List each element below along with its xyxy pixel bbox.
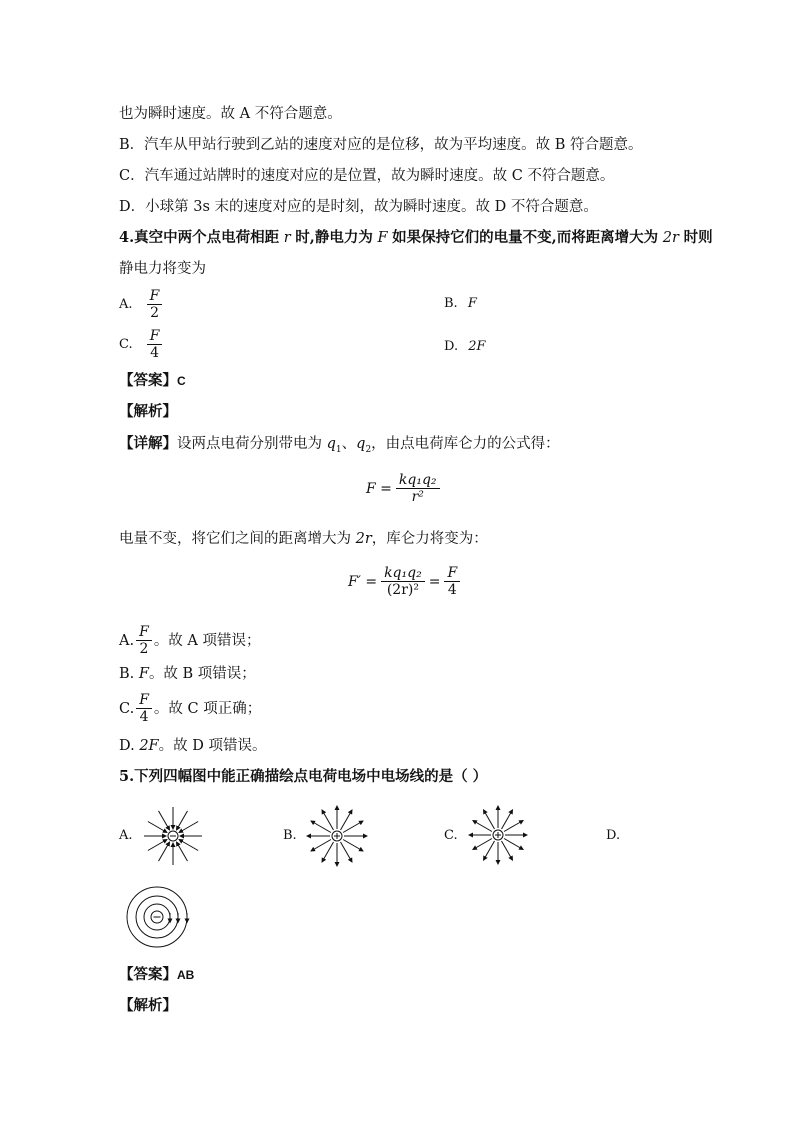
field-line-arrow	[148, 822, 167, 833]
q4-detail-q1-sub: 1	[335, 444, 342, 455]
q4-option-d	[444, 337, 486, 357]
equation-coulomb	[366, 472, 440, 505]
eq1-lhs: F =	[366, 480, 392, 497]
q4-solution-c-text: 。故 C 项正确；	[153, 700, 262, 717]
eq1-fraction	[396, 472, 440, 505]
q5-answer	[119, 965, 194, 985]
equation-new-force	[348, 565, 460, 598]
eq2-lhs: F′ =	[348, 573, 378, 590]
q4-option-a-label: A.	[119, 297, 133, 312]
q4-solution-b-text: 。故 B 项错误；	[148, 666, 256, 682]
text-line-3: C．汽车通过站牌时的速度对应的是位置，故为瞬时速度。故 C 不符合题意。	[119, 168, 615, 184]
field-line-arrow	[473, 839, 492, 850]
q4-stem-line2: 静电力将变为	[119, 261, 206, 277]
q5-answer-value: AB	[177, 968, 195, 982]
field-line-arrow	[343, 821, 363, 833]
q4-detail-q1: q	[326, 436, 336, 452]
field-line-arrow	[159, 811, 170, 830]
field-line-arrow	[179, 840, 198, 851]
q5-option-b-label: B.	[283, 828, 297, 843]
field-line-arrow	[502, 810, 513, 829]
q4-solution-a-text: 。故 A 项错误；	[153, 632, 261, 649]
q4-analysis-label: 【解析】	[119, 403, 177, 420]
q4-stem-F: F	[377, 230, 388, 246]
q5-stem: 5.下列四幅图中能正确描绘点电荷电场中电场线的是（ ）	[119, 768, 488, 785]
q4-option-b	[444, 294, 477, 314]
q4-detail-a: 设两点电荷分别带电为	[177, 436, 322, 452]
q4-option-a-fraction	[147, 288, 163, 321]
field-line-arrow	[322, 810, 334, 830]
q4-solution-a-num: F	[139, 624, 149, 640]
q4-solution-d-F: 2F	[139, 738, 159, 754]
q4-solution-c-fraction	[136, 692, 152, 725]
q5-analysis-label: 【解析】	[119, 997, 177, 1014]
diagram-field-inward	[141, 806, 205, 866]
field-line-arrow	[311, 821, 331, 833]
q4-detail-label: 【详解】	[119, 435, 177, 452]
eq2-fraction2	[444, 565, 460, 598]
q4-option-c-den: 4	[150, 345, 160, 361]
eq1-den: r²	[411, 489, 424, 505]
diagram-concentric-circles	[124, 884, 190, 950]
q4-option-c-fraction	[147, 328, 163, 361]
q4-solution-a-den: 2	[139, 641, 149, 657]
eq2-fraction	[381, 565, 425, 598]
field-line-arrow	[159, 842, 170, 861]
q4-option-a-num: F	[149, 288, 160, 304]
field-line-arrow	[484, 841, 495, 860]
q4-mid-text-2r: 2r	[355, 531, 372, 547]
field-line-arrow	[341, 842, 353, 862]
text-line-1: 也为瞬时速度。故 A 不符合题意。	[119, 106, 342, 122]
q4-stem-2r: 2r	[662, 230, 679, 246]
q4-solution-b-F: F	[138, 666, 149, 682]
q4-stem	[119, 228, 713, 248]
q4-stem-a: 4.真空中两个点电荷相距	[119, 229, 280, 246]
q4-solution-a-label: A.	[119, 632, 135, 649]
diagram-field-outward-c	[466, 804, 530, 866]
q4-option-c-num: F	[149, 328, 160, 344]
q5-answer-label: 【答案】	[119, 966, 177, 983]
diagram-field-outward-b	[305, 804, 369, 868]
q4-stem-r: r	[283, 230, 291, 246]
field-line-arrow	[504, 821, 523, 832]
q4-stem-d: 时则	[683, 229, 713, 246]
q5-option-a-label: A.	[119, 828, 133, 843]
q4-solution-d-label: D.	[119, 738, 135, 754]
q4-mid-text	[119, 529, 488, 549]
q4-option-d-value: 2F	[468, 339, 486, 354]
q4-solution-d	[119, 736, 266, 756]
field-line-arrow	[177, 842, 188, 861]
q5-option-d-label: D.	[606, 828, 621, 843]
eq2-num2: F	[447, 565, 458, 581]
field-line-arrow	[343, 840, 363, 852]
q4-solution-a-fraction	[136, 624, 152, 657]
q4-option-c	[119, 328, 162, 361]
text-line-4: D．小球第 3s 末的速度对应的是时刻，故为瞬时速度。故 D 不符合题意。	[119, 199, 598, 215]
field-line-arrow	[322, 842, 334, 862]
field-line-arrow	[311, 840, 331, 852]
q4-stem-c: 如果保持它们的电量不变,而将距离增大为	[392, 229, 659, 246]
field-line-arrow	[484, 810, 495, 829]
eq2-num: kq₁q₂	[384, 565, 422, 581]
text-line-2: B．汽车从甲站行驶到乙站的速度对应的是位移，故为平均速度。故 B 符合题意。	[119, 137, 643, 153]
q4-detail	[119, 434, 560, 460]
q4-option-b-value: F	[467, 296, 477, 311]
q4-answer-value: C	[177, 374, 186, 388]
field-line-arrow	[341, 810, 353, 830]
q4-answer-label: 【答案】	[119, 372, 177, 389]
q4-detail-sep: 、	[341, 436, 357, 452]
q4-solution-c-den: 4	[139, 709, 149, 725]
q4-stem-b: 时,静电力为	[295, 229, 373, 246]
q4-solution-a	[119, 624, 261, 657]
q4-option-a	[119, 288, 162, 321]
q4-detail-q2: q	[356, 436, 366, 452]
q4-solution-b-label: B.	[119, 666, 135, 682]
q4-detail-q2-sub: 2	[365, 444, 372, 455]
q5-option-c-label: C.	[444, 828, 458, 843]
q4-option-d-label: D.	[444, 339, 459, 354]
q4-solution-d-text: 。故 D 项错误。	[158, 738, 267, 754]
q4-answer	[119, 371, 186, 391]
field-line-arrow	[148, 840, 167, 851]
q4-option-b-label: B.	[444, 296, 458, 311]
eq2-equals: =	[428, 573, 441, 590]
field-line-arrow	[502, 841, 513, 860]
field-line-arrow	[473, 821, 492, 832]
q4-detail-b: ，由点电荷库仑力的公式得：	[371, 436, 560, 452]
q4-mid-text-a: 电量不变，将它们之间的距离增大为	[119, 531, 356, 547]
q4-solution-b	[119, 664, 256, 684]
eq2-den: (2r)²	[386, 582, 419, 598]
q4-solution-c-label: C.	[119, 700, 135, 717]
field-line-arrow	[177, 811, 188, 830]
eq2-den2: 4	[447, 582, 457, 598]
q4-solution-c	[119, 692, 261, 725]
q4-mid-text-b: ，库仑力将变为：	[371, 531, 488, 547]
field-line-arrow	[504, 839, 523, 850]
q4-solution-c-num: F	[139, 692, 149, 708]
eq1-num: kq₁q₂	[398, 472, 437, 488]
q4-option-a-den: 2	[150, 305, 159, 321]
q4-option-c-label: C.	[119, 337, 133, 352]
field-line-arrow	[179, 822, 198, 833]
